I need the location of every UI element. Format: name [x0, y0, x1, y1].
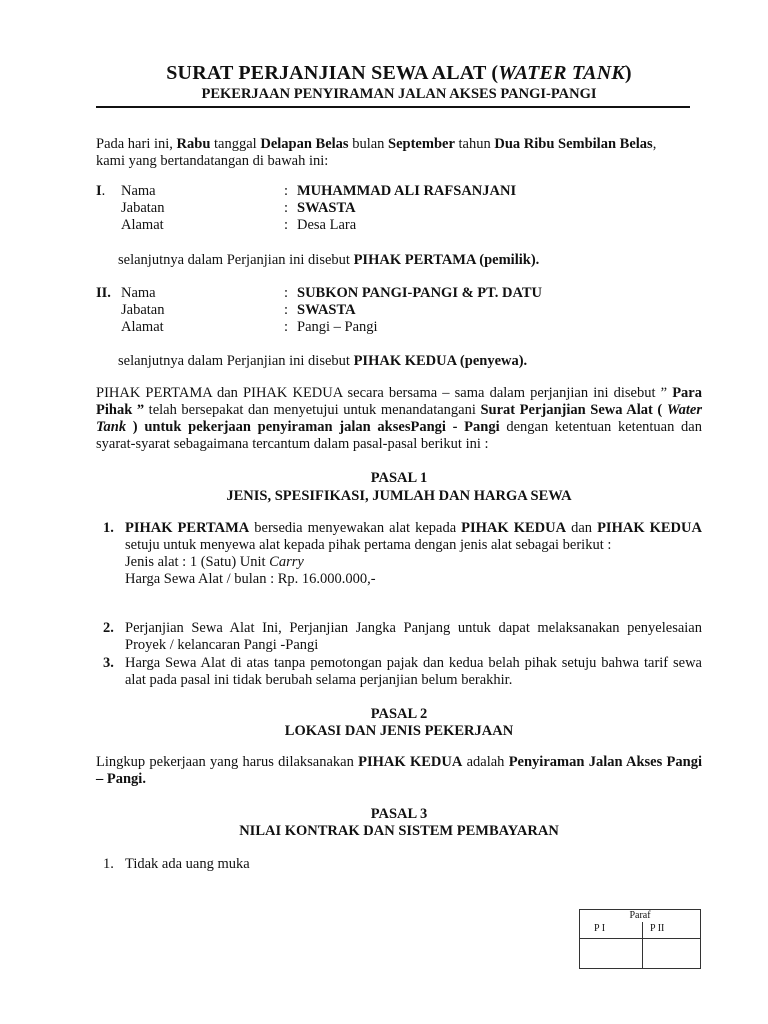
pasal-2-heading: PASAL 2 — [370, 706, 428, 722]
document-title: SURAT PERJANJIAN SEWA ALAT (WATER TANK) — [166, 62, 632, 84]
title-divider — [96, 106, 690, 108]
party-one-alamat-row: Alamat : Desa Lara — [121, 217, 357, 233]
party-two-alamat-row: Alamat : Pangi – Pangi — [121, 319, 378, 335]
pasal-1-item-1-number: 1. — [103, 520, 114, 536]
paraf-header: Paraf — [629, 910, 651, 921]
party-one-reference: selanjutnya dalam Perjanjian ini disebut PIHAK PERTAMA (pemilik). — [118, 252, 540, 268]
pasal-3-item-1-number: 1. — [103, 856, 114, 872]
pasal-2-title: LOKASI DAN JENIS PEKERJAAN — [284, 723, 514, 739]
pasal-1-item-2-number: 2. — [103, 620, 114, 636]
paraf-column-divider — [642, 922, 643, 969]
pasal-3-heading: PASAL 3 — [370, 806, 428, 822]
pasal-1-item-3-number: 3. — [103, 655, 114, 671]
party-two-reference: selanjutnya dalam Perjanjian ini disebut PIHAK KEDUA (penyewa). — [118, 353, 528, 369]
paraf-column-pihak-1: P I — [594, 923, 606, 934]
pasal-1-item-2: Perjanjian Sewa Alat Ini, Perjanjian Jangka Panjang untuk dapat melaksanakan penyelesaian Proyek / kelancaran Pangi -Pangi — [125, 620, 702, 653]
pasal-1-heading: PASAL 1 — [370, 470, 428, 486]
pasal-1-item-3: Harga Sewa Alat di atas tanpa pemotongan pajak dan kedua belah pihak setuju bahwa tarif sewa alat pada pasal ini tidak berubah selama perjanjian belum berakhir. — [125, 655, 702, 688]
party-one-jabatan-row: Jabatan : SWASTA — [121, 200, 356, 216]
document-subtitle: PEKERJAAN PENYIRAMAN JALAN AKSES PANGI-PANGI — [201, 86, 597, 102]
pasal-1-item-1: PIHAK PERTAMA bersedia menyewakan alat kepada PIHAK KEDUA dan PIHAK KEDUA setuju untuk menyewa alat kepada pihak pertama dengan jenis alat sebagai berikut : Jenis alat : 1 (Satu) Unit Carry Harga Sewa Alat / bulan : Rp. 16.000.000,- — [125, 520, 702, 587]
party-two-jabatan-row: Jabatan : SWASTA — [121, 302, 356, 318]
pasal-3-title: NILAI KONTRAK DAN SISTEM PEMBAYARAN — [239, 823, 559, 839]
paraf-box — [579, 909, 701, 969]
paraf-row-divider — [580, 938, 700, 939]
agreement-paragraph: PIHAK PERTAMA dan PIHAK KEDUA secara bersama – sama dalam perjanjian ini disebut ” Para Pihak ” telah bersepakat dan menyetujui untuk menandatangani Surat Perjanjian Sewa Alat ( Water Tank ) untuk pekerjaan penyiraman jalan aksesPangi - Pangi dengan ketentuan ketentuan dan syarat-syarat sebagaimana tercantum dalam pasal-pasal berikut ini : — [96, 385, 703, 452]
opening-paragraph: Pada hari ini, Rabu tanggal Delapan Belas bulan September tahun Dua Ribu Sembilan Belas, kami yang bertandatangan di bawah ini: — [96, 136, 657, 169]
pasal-3-item-1: Tidak ada uang muka — [125, 856, 250, 872]
pasal-1-title: JENIS, SPESIFIKASI, JUMLAH DAN HARGA SEWA — [226, 488, 572, 504]
party-one-name-row: I. Nama : MUHAMMAD ALI RAFSANJANI — [96, 183, 517, 199]
party-two-name-row: II. Nama : SUBKON PANGI-PANGI & PT. DATU — [96, 285, 543, 301]
paraf-column-pihak-2: P II — [650, 923, 665, 934]
pasal-2-paragraph: Lingkup pekerjaan yang harus dilaksanakan PIHAK KEDUA adalah Penyiraman Jalan Akses Pangi – Pangi. — [96, 754, 702, 787]
